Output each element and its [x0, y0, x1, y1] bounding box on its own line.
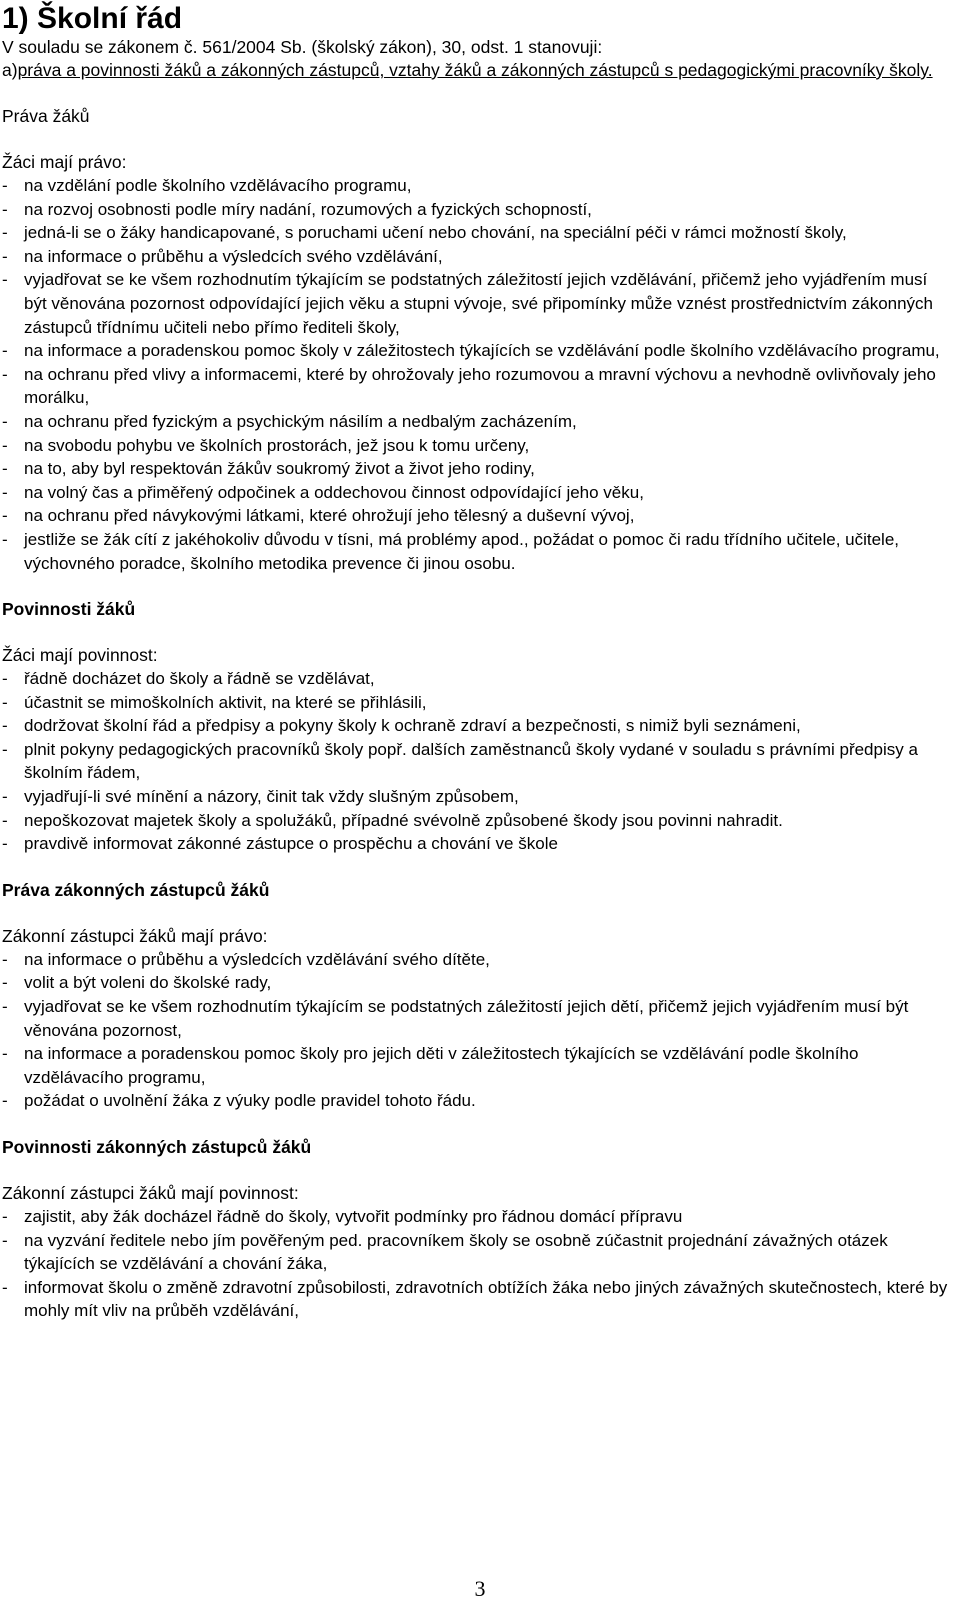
- list-item: - pravdivě informovat zákonné zástupce o prospěchu a chování ve škole: [2, 832, 960, 856]
- item-list: [0, 1205, 960, 1323]
- section-prava-zakonnych-zastupcu: [0, 879, 960, 1113]
- section-intro: Zákonní zástupci žáků mají povinnost:: [2, 1183, 299, 1203]
- item-list: [0, 667, 960, 856]
- list-item: - na rozvoj osobnosti podle míry nadání, rozumových a fyzických schopností,: [2, 198, 960, 222]
- list-item: - na informace a poradenskou pomoc školy v záležitostech týkajících se vzdělávání podle školního vzdělávacího programu,: [2, 339, 960, 363]
- section-prava-zaku: [0, 105, 960, 575]
- list-item: - nepoškozovat majetek školy a spolužáků, případné svévolně způsobené škody jsou povinni nahradit.: [2, 809, 960, 833]
- list-item: - informovat školu o změně zdravotní způsobilosti, zdravotních obtížích žáka nebo jiných závažných skutečnostech, které by mohly mít vliv na průběh vzdělávání,: [2, 1276, 960, 1323]
- list-item: - vyjadřovat se ke všem rozhodnutím týkajícím se podstatných záležitostí jejich dětí, přičemž jejich vyjádřením musí být věnována pozornost,: [2, 995, 960, 1042]
- list-item: - jedná-li se o žáky handicapované, s poruchami učení nebo chování, na speciální péči v rámci možností školy,: [2, 221, 960, 245]
- section-heading: Práva žáků: [2, 106, 90, 126]
- list-item: - řádně docházet do školy a řádně se vzdělávat,: [2, 667, 960, 691]
- list-item: - na informace o průběhu a výsledcích svého vzdělávání,: [2, 245, 960, 269]
- list-item: - na volný čas a přiměřený odpočinek a oddechovou činnost odpovídající jeho věku,: [2, 481, 960, 505]
- list-item: - na informace a poradenskou pomoc školy pro jejich děti v záležitostech týkajících se vzdělávání podle školního vzdělávacího programu,: [2, 1042, 960, 1089]
- list-item: - na to, aby byl respektován žákův soukromý život a život jeho rodiny,: [2, 457, 960, 481]
- list-item: - vyjadřovat se ke všem rozhodnutím týkajícím se podstatných záležitostí jejich vzdělávání, přičemž jeho vyjádřením musí být věnována pozornost odpovídající jejich věku a stupni vývoje, své připomínky může vznést prostřednictvím zákonných zástupců třídnímu učiteli nebo přímo řediteli školy,: [2, 268, 960, 339]
- section-povinnosti-zakonnych-zastupcu: [0, 1136, 960, 1323]
- intro-point-a-letter: a): [2, 60, 18, 80]
- list-item: - vyjadřují-li své mínění a názory, činit tak vždy slušným způsobem,: [2, 785, 960, 809]
- list-item: - účastnit se mimoškolních aktivit, na které se přihlásili,: [2, 691, 960, 715]
- list-item: - na ochranu před vlivy a informacemi, které by ohrožovaly jeho rozumovou a mravní výchovu a nevhodně ovlivňovaly jeho morálku,: [2, 363, 960, 410]
- list-item: - na ochranu před návykovými látkami, které ohrožují jeho tělesný a duševní vývoj,: [2, 504, 960, 528]
- list-item: - dodržovat školní řád a předpisy a pokyny školy k ochraně zdraví a bezpečnosti, s nimiž byli seznámeni,: [2, 714, 960, 738]
- list-item: - plnit pokyny pedagogických pracovníků školy popř. dalších zaměstnanců školy vydané v souladu s právními předpisy a školním řádem,: [2, 738, 960, 785]
- page-number: 3: [474, 1576, 486, 1601]
- section-intro: Zákonní zástupci žáků mají právo:: [2, 925, 268, 946]
- list-item: - požádat o uvolnění žáka z výuky podle pravidel tohoto řádu.: [2, 1089, 960, 1113]
- item-list: [0, 174, 960, 575]
- list-item: - na svobodu pohybu ve školních prostorách, jež jsou k tomu určeny,: [2, 434, 960, 458]
- section-intro: Žáci mají právo:: [2, 152, 127, 172]
- section-intro: Žáci mají povinnost:: [2, 645, 158, 666]
- item-list: [0, 948, 960, 1113]
- list-item: - zajistit, aby žák docházel řádně do školy, vytvořit podmínky pro řádnou domácí přípravu: [2, 1205, 960, 1229]
- list-item: - na vyzvání ředitele nebo jím pověřeným ped. pracovníkem školy se osobně zúčastnit projednání závažných otázek týkajících se vzdělávání a chování žáka,: [2, 1229, 960, 1276]
- list-item: - na ochranu před fyzickým a psychickým násilím a nedbalým zacházením,: [2, 410, 960, 434]
- document-title: 1) Školní řád: [2, 2, 183, 35]
- section-heading: Povinnosti zákonných zástupců žáků: [2, 1137, 312, 1157]
- list-item: - jestliže se žák cítí z jakéhokoliv důvodu v tísni, má problémy apod., požádat o pomoc či radu třídního učitele, učitele, výchovného poradce, školního metodika prevence či jinou osobu.: [2, 528, 960, 575]
- list-item: - na informace o průběhu a výsledcích vzdělávání svého dítěte,: [2, 948, 960, 972]
- section-heading: Povinnosti žáků: [2, 599, 136, 620]
- intro-point-a: [2, 59, 960, 82]
- list-item: - na vzdělání podle školního vzdělávacího programu,: [2, 174, 960, 198]
- intro-point-a-text: práva a povinnosti žáků a zákonných zástupců, vztahy žáků a zákonných zástupců s pedagogickými pracovníky školy.: [17, 60, 933, 80]
- list-item: - volit a být voleni do školské rady,: [2, 971, 960, 995]
- intro-statement: V souladu se zákonem č. 561/2004 Sb. (školský zákon), 30, odst. 1 stanovuji:: [2, 37, 603, 57]
- section-heading: Práva zákonných zástupců žáků: [2, 879, 270, 900]
- section-povinnosti-zaku: [0, 598, 960, 856]
